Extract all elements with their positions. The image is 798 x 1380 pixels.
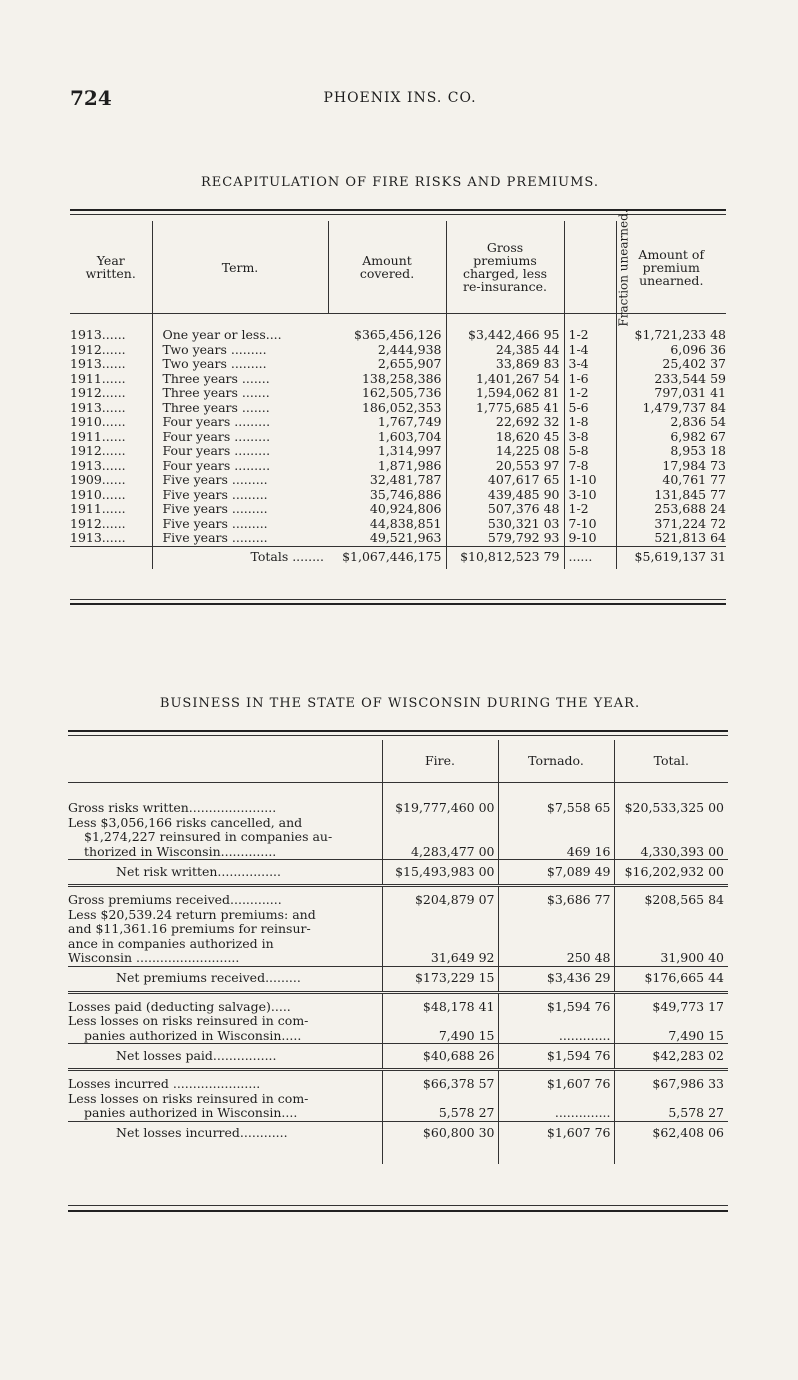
- totals-fraction: ......: [564, 546, 616, 569]
- gross-cell: 439,485 90: [446, 488, 564, 503]
- net-premiums-tornado: $3,436 29: [498, 966, 614, 992]
- year-cell: 1913......: [70, 530, 126, 545]
- page-header: [70, 86, 730, 112]
- less-losses-incurred-total: 5,578 27: [614, 1092, 728, 1122]
- less-premiums-tornado: 250 48: [498, 908, 614, 967]
- less-risks-label: [68, 816, 382, 860]
- totals-amount: $1,067,446,175: [328, 546, 446, 569]
- col-gross-premiums: Gross premiums charged, less re-insurance.: [446, 221, 564, 314]
- less-risks-total: 4,330,393 00: [614, 816, 728, 860]
- fraction-cell: 7-10: [564, 517, 616, 532]
- less-premiums-row: [68, 908, 728, 967]
- less-losses-paid-label: [68, 1014, 382, 1044]
- term-cell: Five years .........: [152, 488, 328, 503]
- fraction-cell: 1-4: [564, 343, 616, 358]
- amount-cell: 2,655,907: [328, 357, 446, 372]
- wisconsin-title: BUSINESS IN THE STATE OF WISCONSIN DURING THE YEAR.: [159, 696, 641, 711]
- term-cell: Two years .........: [152, 343, 328, 358]
- year-cell: 1912......: [70, 443, 126, 458]
- gross-premiums-row: [68, 886, 728, 908]
- less-losses-paid-line-1: Less losses on risks reinsured in com-: [68, 1013, 309, 1028]
- fraction-cell: 1-2: [564, 502, 616, 517]
- wisc-top-rule-thin: [68, 735, 728, 736]
- net-risk-total: $16,202,932 00: [614, 860, 728, 886]
- totals-label: Totals ........: [152, 546, 328, 569]
- gross-cell: 20,553 97: [446, 459, 564, 474]
- gross-cell: 1,401,267 54: [446, 372, 564, 387]
- less-premiums-line-2: and $11,361.16 premiums for reinsur-: [68, 921, 311, 936]
- less-losses-paid-line-2: panies authorized in Wisconsin.....: [84, 1027, 302, 1043]
- recap-table: [70, 208, 726, 569]
- gross-cell: 24,385 44: [446, 343, 564, 358]
- year-cell: 1911......: [70, 370, 126, 386]
- totals-gross: $10,812,523 79: [446, 546, 564, 569]
- losses-paid-row: [68, 992, 728, 1014]
- wisc-top-rule: [68, 730, 728, 732]
- unearned-cell: 371,224 72: [654, 515, 726, 531]
- net-losses-paid-total: $42,283 02: [614, 1044, 728, 1070]
- less-losses-paid-fire: 7,490 15: [382, 1014, 498, 1044]
- net-premiums-row: [68, 966, 728, 992]
- fraction-cell: 5-8: [564, 444, 616, 459]
- gross-risks-label: Gross risks written......................: [68, 800, 277, 815]
- amount-cell: 1,871,986: [328, 459, 446, 474]
- table-row: [70, 531, 726, 546]
- losses-paid-label: Losses paid (deducting salvage).....: [68, 998, 291, 1014]
- term-cell: Four years .........: [152, 430, 328, 445]
- fraction-cell: 1-8: [564, 415, 616, 430]
- less-risks-line-3: thorized in Wisconsin..............: [84, 843, 277, 859]
- gross-cell: 1,594,062 81: [446, 386, 564, 401]
- table-row: [70, 444, 726, 459]
- year-cell: 1912......: [70, 341, 126, 357]
- losses-incurred-row: [68, 1070, 728, 1092]
- gross-cell: 33,869 83: [446, 357, 564, 372]
- year-cell: 1911......: [70, 501, 126, 516]
- recap-title: RECAPITULATION OF FIRE RISKS AND PREMIUMS.: [201, 175, 599, 190]
- net-risk-label: Net risk written................: [68, 860, 382, 886]
- gross-cell: 530,321 03: [446, 517, 564, 532]
- recap-header-row: [70, 221, 726, 314]
- losses-paid-total: $49,773 17: [614, 992, 728, 1014]
- less-risks-tornado: 469 16: [498, 816, 614, 860]
- less-losses-incurred-line-1: Less losses on risks reinsured in com-: [68, 1090, 309, 1106]
- table-row: [70, 386, 726, 401]
- totals-row: [70, 546, 726, 569]
- net-premiums-fire: $173,229 15: [382, 966, 498, 992]
- col-fraction-unearned: [564, 208, 631, 327]
- net-losses-incurred-tornado: $1,607 76: [498, 1121, 614, 1146]
- unearned-cell: 253,688 24: [654, 501, 726, 516]
- gross-cell: 1,775,685 41: [446, 401, 564, 416]
- fraction-cell: 3-10: [564, 488, 616, 503]
- unearned-cell: 2,836 54: [670, 414, 726, 429]
- table-row: [70, 517, 726, 532]
- table-row: [70, 357, 726, 372]
- col-amount-covered: Amount covered.: [328, 221, 446, 314]
- net-losses-paid-row: [68, 1044, 728, 1070]
- amount-cell: 44,838,851: [328, 517, 446, 532]
- gross-risks-row: [68, 801, 728, 816]
- gross-risks-tornado: $7,558 65: [498, 801, 614, 816]
- less-risks-fire: 4,283,477 00: [382, 816, 498, 860]
- losses-incurred-tornado: $1,607 76: [498, 1070, 614, 1092]
- amount-cell: 138,258,386: [328, 372, 446, 387]
- unearned-cell: 25,402 37: [662, 356, 726, 371]
- gross-risks-fire: $19,777,460 00: [382, 801, 498, 816]
- year-cell: 1913......: [70, 399, 126, 415]
- less-losses-incurred-row: [68, 1092, 728, 1122]
- amount-cell: 1,314,997: [328, 444, 446, 459]
- table-row: [70, 488, 726, 503]
- losses-incurred-fire: $66,378 57: [382, 1070, 498, 1092]
- recap-bottom-rule-thin: [70, 599, 726, 600]
- fraction-cell: 1-2: [564, 386, 616, 401]
- unearned-cell: 521,813 64: [654, 530, 726, 545]
- net-losses-incurred-fire: $60,800 30: [382, 1121, 498, 1146]
- gross-cell: 14,225 08: [446, 444, 564, 459]
- fraction-cell: 3-4: [564, 357, 616, 372]
- net-losses-paid-label: Net losses paid................: [68, 1044, 382, 1070]
- unearned-cell: 6,982 67: [670, 428, 726, 444]
- unearned-cell: 1,479,737 84: [642, 399, 726, 415]
- table-row: [70, 415, 726, 430]
- term-cell: Five years .........: [152, 502, 328, 517]
- losses-incurred-total: $67,986 33: [614, 1070, 728, 1092]
- running-head: PHOENIX INS. CO.: [323, 90, 477, 106]
- col-premium-unearned: Amount of premium unearned.: [616, 221, 726, 314]
- gross-premiums-total: $208,565 84: [614, 886, 728, 908]
- table-row: [70, 328, 726, 343]
- less-losses-paid-row: [68, 1014, 728, 1044]
- year-cell: 1913......: [70, 356, 126, 371]
- net-risk-fire: $15,493,983 00: [382, 860, 498, 886]
- wisc-bottom-rule: [68, 1210, 728, 1212]
- less-losses-incurred-fire: 5,578 27: [382, 1092, 498, 1122]
- gross-cell: 579,792 93: [446, 531, 564, 546]
- term-cell: Five years .........: [152, 531, 328, 546]
- amount-cell: 32,481,787: [328, 473, 446, 488]
- table-row: [70, 430, 726, 445]
- unearned-cell: 8,953 18: [670, 443, 726, 458]
- unearned-cell: 797,031 41: [654, 385, 726, 400]
- amount-cell: 1,603,704: [328, 430, 446, 445]
- net-losses-incurred-total: $62,408 06: [614, 1121, 728, 1146]
- table-row: [70, 372, 726, 387]
- net-risk-row: [68, 860, 728, 886]
- amount-cell: 40,924,806: [328, 502, 446, 517]
- less-losses-incurred-line-2: panies authorized in Wisconsin....: [84, 1105, 298, 1120]
- table-row: [70, 502, 726, 517]
- losses-incurred-label: Losses incurred ......................: [68, 1076, 261, 1091]
- unearned-cell: 131,845 77: [654, 486, 726, 502]
- net-premiums-total: $176,665 44: [614, 966, 728, 992]
- gross-cell: 18,620 45: [446, 430, 564, 445]
- page-number: 724: [70, 86, 112, 110]
- amount-cell: 186,052,353: [328, 401, 446, 416]
- net-risk-tornado: $7,089 49: [498, 860, 614, 886]
- term-cell: Three years .......: [152, 372, 328, 387]
- unearned-cell: 17,984 73: [662, 457, 726, 473]
- year-cell: 1910......: [70, 414, 126, 429]
- unearned-cell: 6,096 36: [670, 341, 726, 357]
- gross-risks-total: $20,533,325 00: [614, 801, 728, 816]
- fraction-cell: 1-10: [564, 473, 616, 488]
- gross-cell: $3,442,466 95: [446, 328, 564, 343]
- less-premiums-total: 31,900 40: [614, 908, 728, 967]
- less-losses-incurred-label: [68, 1092, 382, 1122]
- totals-unearned: $5,619,137 31: [616, 546, 726, 569]
- year-cell: 1913......: [70, 457, 126, 473]
- year-cell: 1910......: [70, 486, 126, 502]
- less-premiums-label: [68, 908, 382, 967]
- wisc-bottom-rule-thin: [68, 1205, 728, 1206]
- unearned-cell: $1,721,233 48: [634, 327, 726, 342]
- year-cell: 1911......: [70, 428, 126, 444]
- table-row: [70, 343, 726, 358]
- gross-premiums-label: Gross premiums received.............: [68, 892, 282, 907]
- term-cell: Five years .........: [152, 517, 328, 532]
- col-term: Term.: [152, 221, 328, 314]
- fraction-cell: 5-6: [564, 401, 616, 416]
- fraction-cell: 9-10: [564, 531, 616, 546]
- net-losses-paid-tornado: $1,594 76: [498, 1044, 614, 1070]
- term-cell: Four years .........: [152, 415, 328, 430]
- year-cell: 1912......: [70, 385, 126, 400]
- recap-bottom-rule: [70, 603, 726, 605]
- term-cell: Three years .......: [152, 401, 328, 416]
- amount-cell: 162,505,736: [328, 386, 446, 401]
- term-cell: Two years .........: [152, 357, 328, 372]
- amount-cell: $365,456,126: [328, 328, 446, 343]
- amount-cell: 1,767,749: [328, 415, 446, 430]
- year-cell: 1909......: [70, 472, 126, 487]
- table-row: [70, 401, 726, 416]
- col-tornado: Tornado.: [498, 740, 614, 783]
- less-risks-row: [68, 816, 728, 860]
- less-risks-line-2: $1,274,227 reinsured in companies au-: [84, 829, 333, 844]
- net-premiums-label: Net premiums received.........: [68, 966, 382, 992]
- fraction-cell: 7-8: [564, 459, 616, 474]
- net-losses-paid-fire: $40,688 26: [382, 1044, 498, 1070]
- term-cell: Four years .........: [152, 459, 328, 474]
- term-cell: One year or less....: [152, 328, 328, 343]
- losses-paid-tornado: $1,594 76: [498, 992, 614, 1014]
- less-losses-paid-tornado: .............: [498, 1014, 614, 1044]
- fraction-unearned-label: Fraction unearned.: [616, 208, 631, 327]
- gross-cell: 407,617 65: [446, 473, 564, 488]
- term-cell: Four years .........: [152, 444, 328, 459]
- term-cell: Five years .........: [152, 473, 328, 488]
- less-premiums-line-4: Wisconsin ..........................: [68, 950, 240, 965]
- less-premiums-line-3: ance in companies authorized in: [68, 935, 274, 951]
- wisconsin-table: [68, 740, 728, 1164]
- amount-cell: 35,746,886: [328, 488, 446, 503]
- net-losses-incurred-row: [68, 1121, 728, 1146]
- table-row: [70, 473, 726, 488]
- less-losses-incurred-tornado: ..............: [498, 1092, 614, 1122]
- fraction-cell: 1-2: [564, 328, 616, 343]
- gross-cell: 507,376 48: [446, 502, 564, 517]
- amount-cell: 49,521,963: [328, 531, 446, 546]
- col-year-written: Year written.: [70, 221, 152, 314]
- wisc-header-row: [68, 740, 728, 783]
- gross-cell: 22,692 32: [446, 415, 564, 430]
- gross-premiums-tornado: $3,686 77: [498, 886, 614, 908]
- term-cell: Three years .......: [152, 386, 328, 401]
- gross-premiums-fire: $204,879 07: [382, 886, 498, 908]
- table-row: [70, 459, 726, 474]
- year-cell: 1912......: [70, 515, 126, 531]
- less-losses-paid-total: 7,490 15: [614, 1014, 728, 1044]
- fraction-cell: 1-6: [564, 372, 616, 387]
- col-total: Total.: [614, 740, 728, 783]
- unearned-cell: 233,544 59: [654, 370, 726, 386]
- less-premiums-line-1: Less $20,539.24 return premiums: and: [68, 906, 316, 922]
- amount-cell: 2,444,938: [328, 343, 446, 358]
- col-fire: Fire.: [382, 740, 498, 783]
- net-losses-incurred-label: Net losses incurred............: [68, 1121, 382, 1146]
- losses-paid-fire: $48,178 41: [382, 992, 498, 1014]
- less-premiums-fire: 31,649 92: [382, 908, 498, 967]
- year-cell: 1913......: [70, 327, 126, 342]
- unearned-cell: 40,761 77: [662, 472, 726, 487]
- less-risks-line-1: Less $3,056,166 risks cancelled, and: [68, 814, 303, 830]
- fraction-cell: 3-8: [564, 430, 616, 445]
